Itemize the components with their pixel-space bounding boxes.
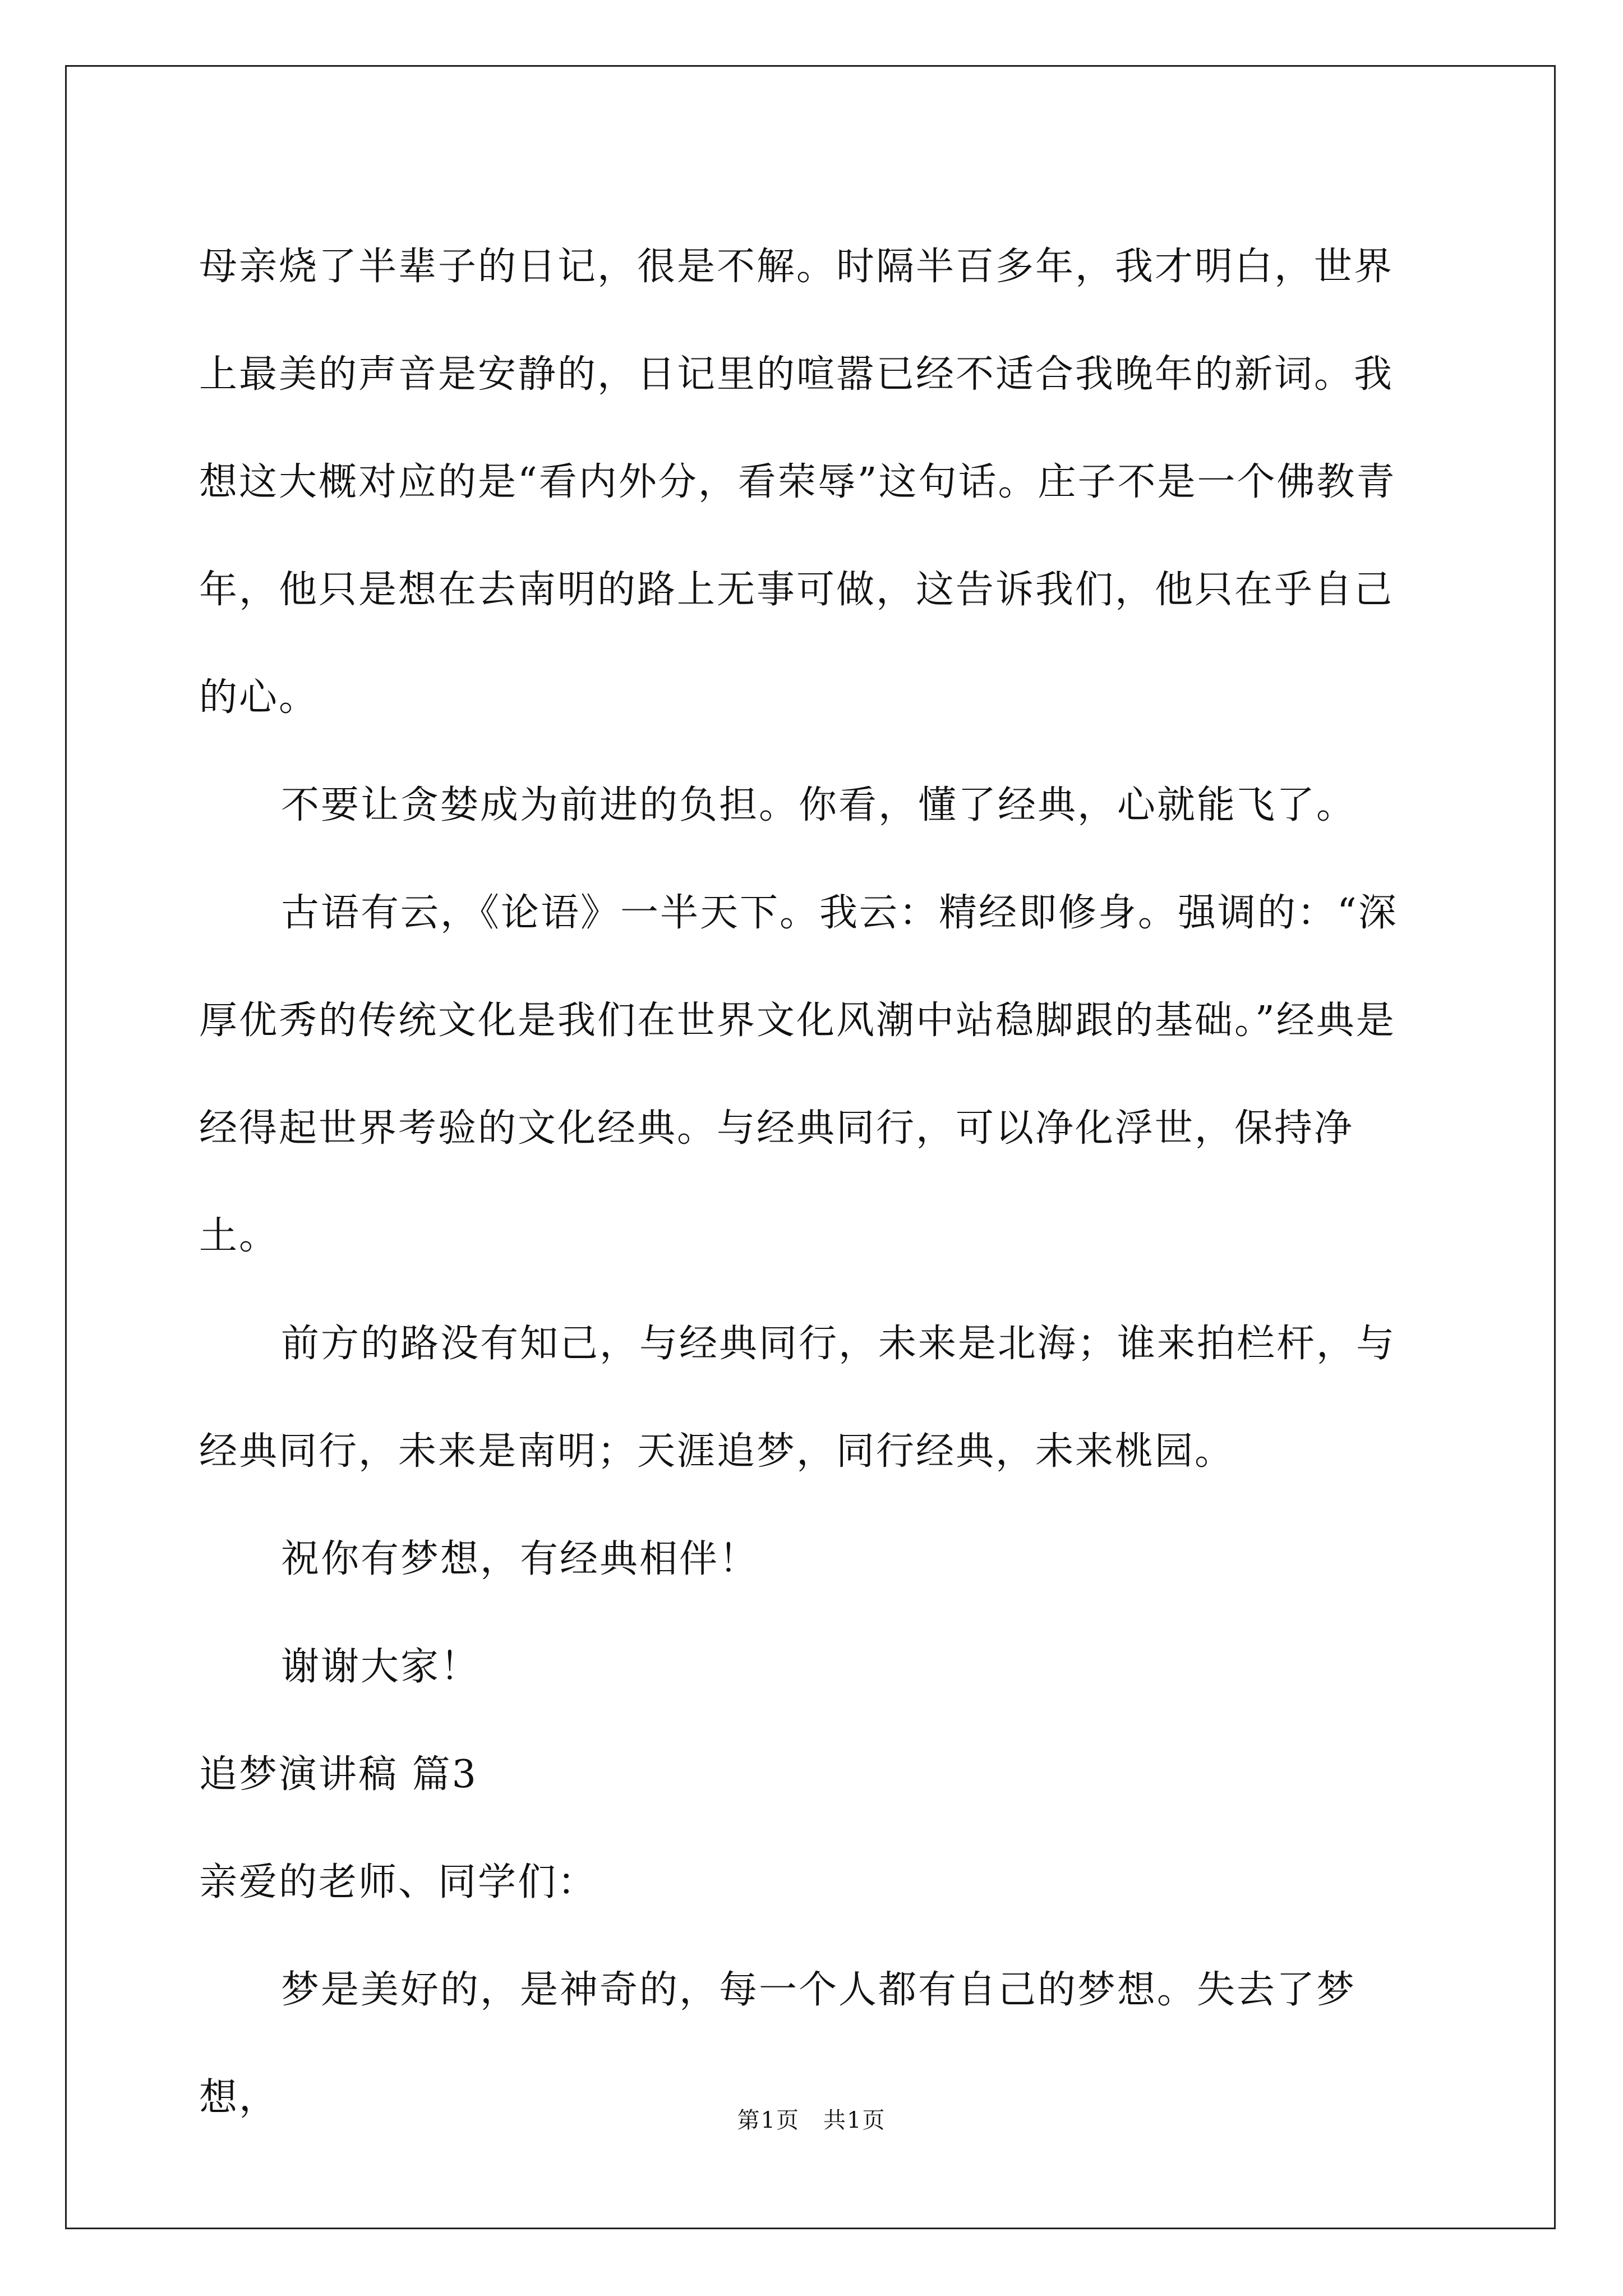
section-heading: 追梦演讲稿 篇3 — [199, 1752, 478, 1797]
paragraph-2: 不要让贪婪成为前进的负担。你看，懂了经典，心就能飞了。 — [281, 783, 1357, 827]
paragraph-5: 祝你有梦想，有经典相伴！ — [281, 1537, 759, 1581]
paragraph-1: 母亲烧了半辈子的日记，很是不解。时隔半百多年，我才明白，世界上最美的声音是安静的，日记里的喧嚣已经不适合我晚年的新词。我想这大概对应的是“看内外分，看荣辱”这句话。庄子不是一个佛教青年，他只是想在去南明的路上无事可做，这告诉我们，他只在乎自己的心。 — [199, 245, 1396, 720]
paragraph-6: 谢谢大家！ — [281, 1645, 481, 1689]
paragraph-9: 梦是美好的，是神奇的，每一个人都有自己的梦想。失去了梦想， — [199, 1968, 1357, 2120]
salutation: 亲爱的老师、同学们： — [199, 1860, 598, 1904]
paragraph-3: 古语有云，《论语》一半天下。我云：精经即修身。强调的：“深厚优秀的传统文化是我们在世界文化风潮中站稳脚跟的基础。”经典是经得起世界考验的文化经典。与经典同行，可以净化浮世，保持净土。 — [199, 891, 1398, 1258]
paragraph-4: 前方的路没有知己，与经典同行，未来是北海；谁来拍栏杆，与经典同行，未来是南明；天涯追梦，同行经典，未来桃园。 — [199, 1322, 1396, 1474]
document-body — [199, 213, 1433, 2152]
page-number: 第1页 共1页 — [737, 2108, 886, 2133]
